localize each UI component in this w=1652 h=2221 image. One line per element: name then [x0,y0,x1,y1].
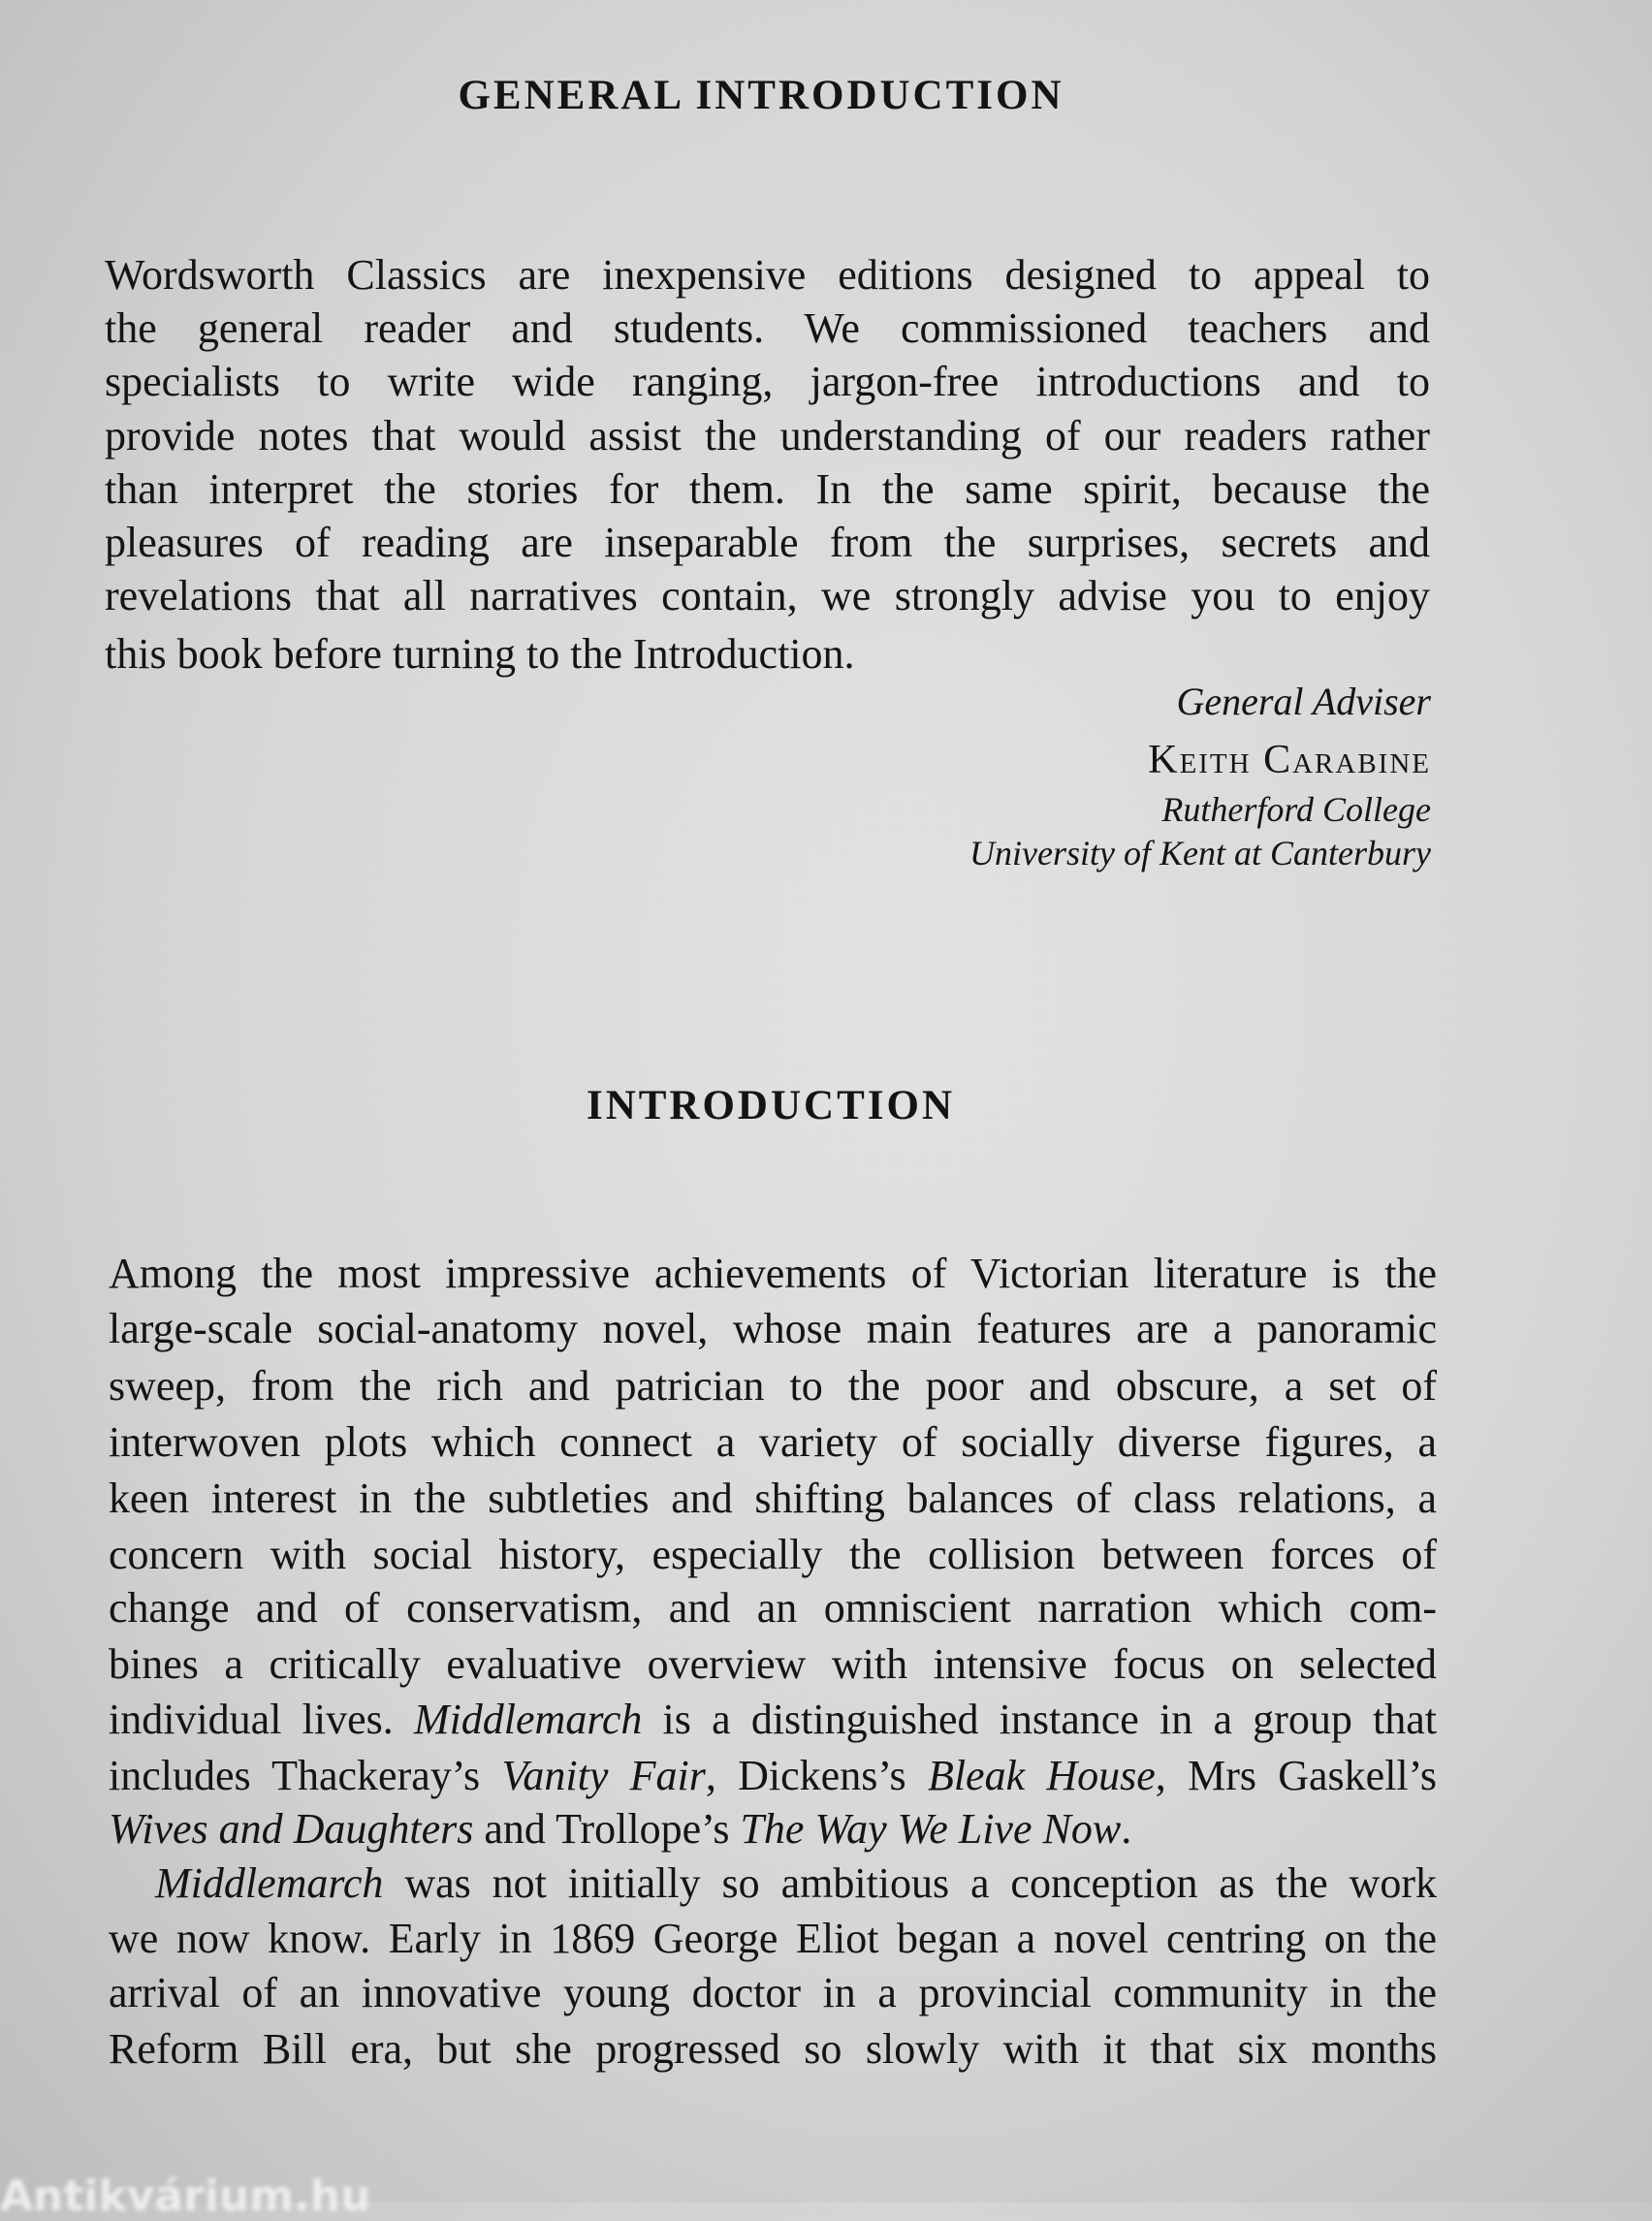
text-run: the general reader and students. We commissioned teachers and [105,304,1430,352]
signature-name: Keith Carabine [1148,738,1431,782]
text-line [109,1693,1437,1747]
introduction-heading: INTRODUCTION [586,1083,956,1128]
text-run: and Trollope’s [473,1805,741,1853]
signature-role: General Adviser [1176,680,1431,723]
text-line [109,1415,1437,1470]
text-run: , Dickens’s [705,1752,928,1799]
italic-title: Vanity Fair [501,1752,706,1799]
text-run: keen interest in the subtleties and shifting balances of class relations, a [109,1475,1437,1522]
text-run: arrival of an innovative young doctor in a provincial community in the [109,1969,1437,2016]
text-run: , Mrs Gaskell’s [1155,1752,1437,1799]
text-run: large-scale social-anatomy novel, whose main features are a panoramic [109,1305,1437,1352]
text-line [109,1802,1437,1856]
text-run: sweep, from the rich and patrician to the poor and obscure, a set of [109,1362,1437,1410]
text-run: Wordsworth Classics are inexpensive editions designed to appeal to [105,251,1430,299]
text-run: than interpret the stories for them. In the same spirit, because the [105,465,1430,513]
text-line [105,355,1430,409]
text-line [105,409,1430,463]
text-run: Reform Bill era, but she progressed so slowly with it that six months [109,2025,1437,2073]
watermark: Antikvárium.hu [0,2172,371,2221]
text-line [109,1528,1437,1582]
text-line [105,569,1430,623]
signature-university: University of Kent at Canterbury [969,834,1431,873]
text-run: revelations that all narratives contain, we strongly advise you to enjoy [105,572,1430,619]
text-line [109,2022,1437,2077]
text-run: concern with social history, especially the collision between forces of [109,1531,1437,1578]
text-run: Among the most impressive achievements of Victorian literature is the [109,1250,1437,1297]
text-line [109,1637,1437,1692]
text-line [105,462,1430,517]
text-line [105,516,1430,570]
text-line [155,1856,1437,1911]
italic-title: Wives and Daughters [109,1805,474,1853]
text-line [109,1581,1437,1635]
text-run: provide notes that would assist the understanding of our readers rather [105,412,1430,460]
text-line [109,1966,1437,2020]
signature-college: Rutherford College [1161,790,1431,829]
text-run: change and of conservatism, and an omniscient narration which com- [109,1584,1437,1632]
text-line [109,1749,1437,1803]
italic-title: Bleak House [927,1752,1156,1799]
text-run: . [1121,1805,1132,1853]
text-run: individual lives. [109,1696,414,1743]
text-run: this book before turning to the Introduction. [105,630,855,678]
text-run: interwoven plots which connect a variety of socially diverse figures, a [109,1418,1437,1466]
italic-title: Middlemarch [155,1859,384,1907]
text-run: was not initially so ambitious a conception as the work [383,1859,1437,1907]
general-introduction-heading: GENERAL INTRODUCTION [458,73,1064,118]
italic-title: Middlemarch [413,1696,643,1743]
text-line [109,1302,1437,1356]
text-line [109,1472,1437,1526]
text-run: includes Thackeray’s [109,1752,502,1799]
text-line [105,248,1430,302]
text-line [109,1912,1437,1966]
text-run: bines a critically evaluative overview with intensive focus on selected [109,1640,1437,1688]
text-line [109,1247,1437,1301]
text-run: specialists to write wide ranging, jargon-free introductions and to [105,358,1430,405]
text-run: pleasures of reading are inseparable from the surprises, secrets and [105,519,1430,566]
text-line [105,627,1430,682]
text-line [105,301,1430,356]
text-run: we now know. Early in 1869 George Eliot began a novel centring on the [109,1915,1437,1962]
text-line [109,1359,1437,1413]
italic-title: The Way We Live Now [740,1805,1122,1853]
text-run: is a distinguished instance in a group that [642,1696,1437,1743]
